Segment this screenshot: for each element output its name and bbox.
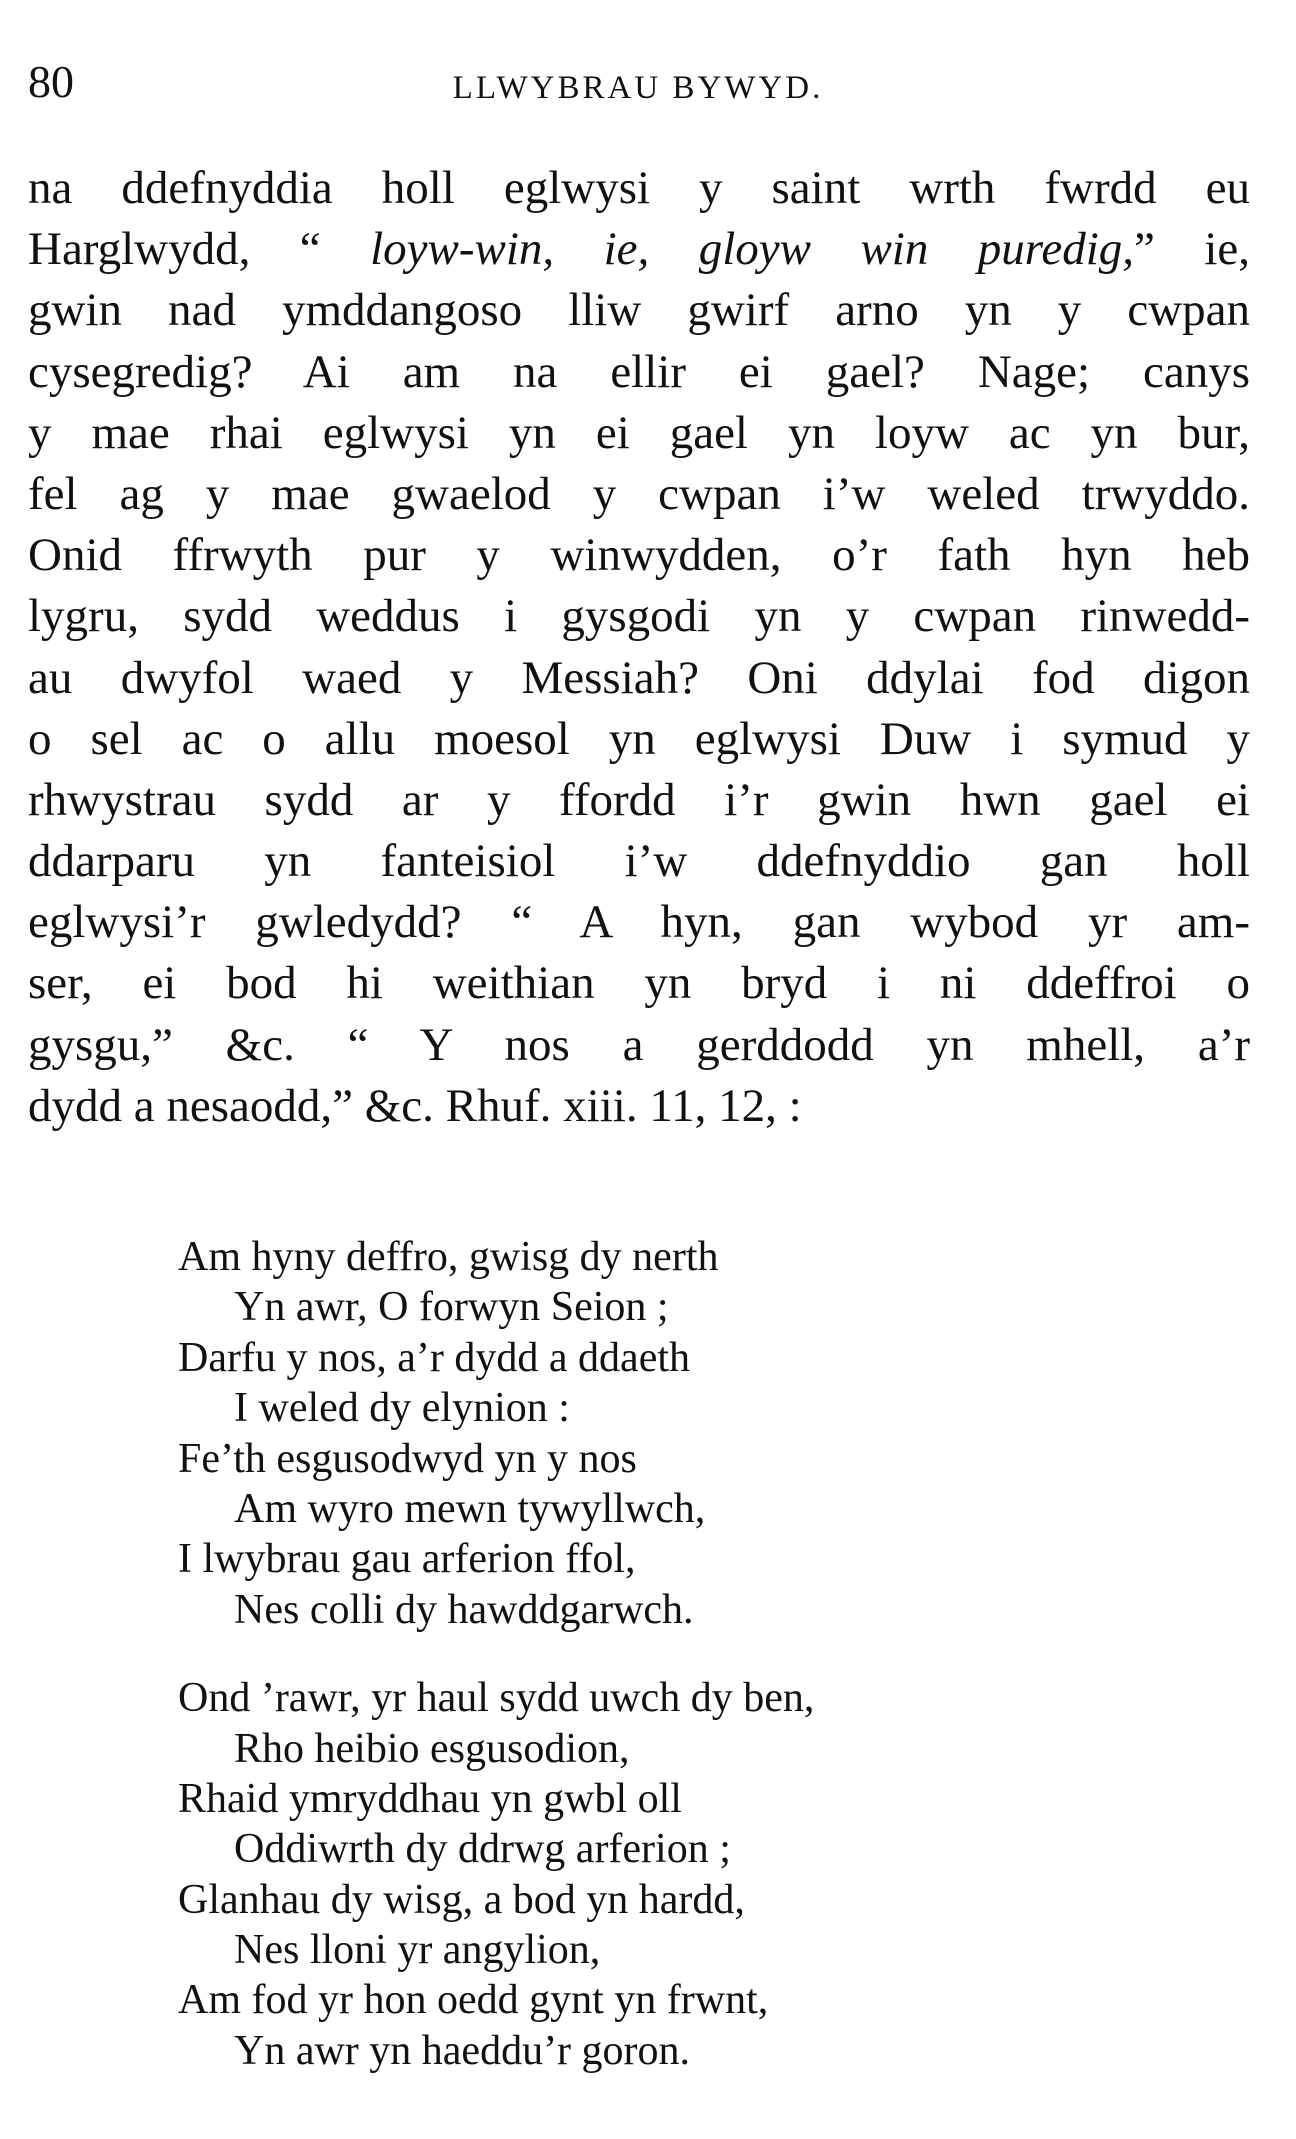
prose-text: eglwysi’r gwledydd? “ A hyn, gan wybod yr am- bbox=[28, 896, 1250, 949]
running-head bbox=[28, 52, 1248, 112]
prose-paragraph bbox=[28, 158, 1250, 1137]
verse-line: Am fod yr hon oedd gynt yn frwnt, bbox=[178, 1977, 769, 2024]
prose-text: o sel ac o allu moesol yn eglwysi Duw i symud y bbox=[28, 712, 1250, 765]
prose-text: ddarparu yn fanteisiol i’w ddefnyddio gan holl bbox=[28, 835, 1250, 888]
prose-line bbox=[28, 525, 1250, 586]
prose-line bbox=[28, 953, 1250, 1014]
prose-text: gysgu,” &c. “ Y nos a gerddodd yn mhell, a’r bbox=[28, 1018, 1250, 1071]
verse-line: Rhaid ymryddhau yn gwbl oll bbox=[178, 1775, 682, 1822]
prose-line bbox=[28, 709, 1250, 770]
verse-line: Glanhau dy wisg, a bod yn hardd, bbox=[178, 1876, 745, 1923]
prose-line bbox=[28, 158, 1250, 219]
verse-line: Rho heibio esgusodion, bbox=[234, 1725, 630, 1772]
verse-line: Nes colli dy hawddgarwch. bbox=[234, 1586, 694, 1633]
prose-line bbox=[28, 648, 1250, 709]
verse-line: Fe’th esgusodwyd yn y nos bbox=[178, 1435, 637, 1482]
running-title: LLWYBRAU BYWYD. bbox=[452, 70, 824, 106]
prose-text: Harglwydd, “ bbox=[28, 223, 371, 276]
prose-line bbox=[28, 892, 1250, 953]
stanza bbox=[178, 1232, 1178, 1635]
prose-line bbox=[28, 1076, 1250, 1137]
verse-line: Nes lloni yr angylion, bbox=[234, 1927, 601, 1974]
verse-line: I lwybrau gau arferion ffol, bbox=[178, 1536, 636, 1583]
prose-text: rhwystrau sydd ar y ffordd i’r gwin hwn gael ei bbox=[28, 773, 1250, 826]
prose-text: na ddefnyddia holl eglwysi y saint wrth fwrdd eu bbox=[28, 162, 1250, 214]
verse-line: Yn awr yn haeddu’r goron. bbox=[234, 2027, 691, 2074]
prose-text: dydd a nesaodd,” &c. Rhuf. xiii. 11, 12, : bbox=[28, 1079, 802, 1132]
verse-line: Darfu y nos, a’r dydd a ddaeth bbox=[178, 1334, 690, 1381]
verse-line: I weled dy elynion : bbox=[234, 1385, 570, 1432]
verse-line: Am hyny deffro, gwisg dy nerth bbox=[178, 1234, 719, 1280]
prose-text: lygru, sydd weddus i gysgodi yn y cwpan rinwedd- bbox=[28, 590, 1250, 643]
prose-text: fel ag y mae gwaelod y cwpan i’w weled trwyddo. bbox=[28, 467, 1250, 520]
verse-line: Oddiwrth dy ddrwg arferion ; bbox=[234, 1826, 731, 1873]
prose-line bbox=[28, 280, 1250, 341]
italic-quotation: loyw-win, ie, gloyw win puredig, bbox=[370, 223, 1135, 276]
verse-line: Yn awr, O forwyn Seion ; bbox=[234, 1284, 669, 1331]
prose-text: Onid ffrwyth pur y winwydden, o’r fath hyn heb bbox=[28, 529, 1250, 582]
prose-line bbox=[28, 342, 1250, 403]
prose-line bbox=[28, 219, 1250, 280]
stanza bbox=[178, 1673, 1178, 2076]
verse-block bbox=[178, 1232, 1178, 2076]
prose-line bbox=[28, 831, 1250, 892]
prose-line bbox=[28, 1015, 1250, 1076]
prose-text: gwin nad ymddangoso lliw gwirf arno yn y cwpan bbox=[28, 284, 1250, 337]
prose-text: y mae rhai eglwysi yn ei gael yn loyw ac yn bur, bbox=[28, 406, 1250, 459]
prose-line bbox=[28, 770, 1250, 831]
prose-text: ser, ei bod hi weithian yn bryd i ni ddeffroi o bbox=[28, 957, 1250, 1010]
prose-line bbox=[28, 464, 1250, 525]
prose-text: au dwyfol waed y Messiah? Oni ddylai fod digon bbox=[28, 651, 1250, 704]
prose-text: cysegredig? Ai am na ellir ei gael? Nage; canys bbox=[28, 345, 1250, 398]
prose-line bbox=[28, 586, 1250, 647]
page-number: 80 bbox=[28, 56, 74, 107]
verse-line: Am wyro mewn tywyllwch, bbox=[234, 1485, 706, 1532]
verse-line: Ond ’rawr, yr haul sydd uwch dy ben, bbox=[178, 1675, 815, 1722]
prose-line bbox=[28, 403, 1250, 464]
prose-text: ” ie, bbox=[1134, 223, 1250, 276]
